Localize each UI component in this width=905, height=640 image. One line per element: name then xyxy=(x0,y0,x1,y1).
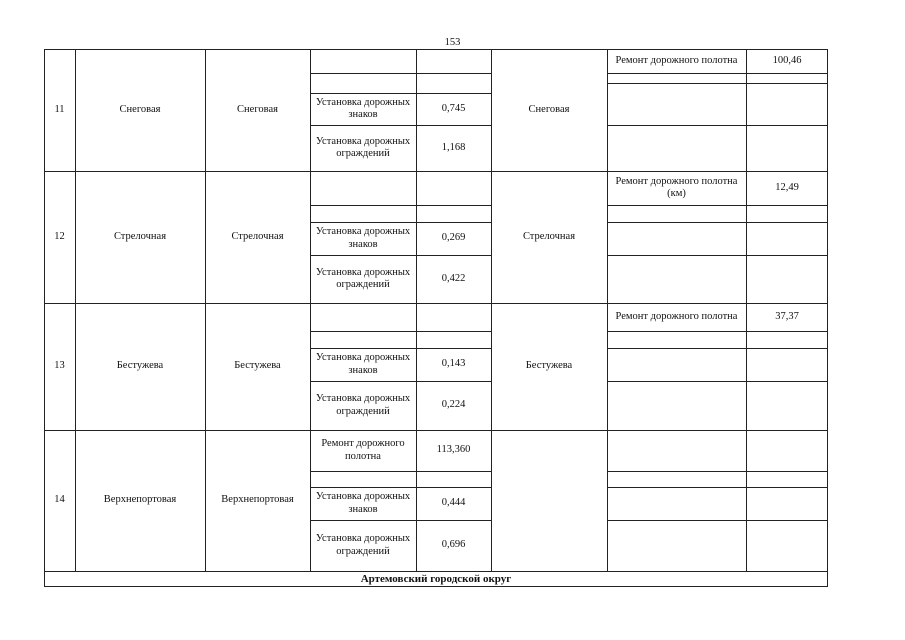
work-type xyxy=(310,49,416,73)
right-work-type xyxy=(607,222,746,255)
right-work-value xyxy=(746,471,828,487)
right-work-value xyxy=(746,222,828,255)
work-type: Установка дорожных знаков xyxy=(315,352,411,376)
work-value xyxy=(416,205,491,222)
work-value xyxy=(416,73,491,93)
right-work-value xyxy=(746,73,828,83)
work-value: 0,224 xyxy=(441,399,466,411)
right-work-value: 37,37 xyxy=(775,310,799,322)
work-value: 0,444 xyxy=(441,497,466,509)
right-work-type xyxy=(607,381,746,430)
right-work-value xyxy=(746,125,828,171)
right-work-value xyxy=(746,255,828,303)
work-value xyxy=(416,303,491,331)
work-type: Установка дорожных ограждений xyxy=(315,393,411,417)
right-work-value: 100,46 xyxy=(772,54,802,66)
work-type: Установка дорожных ограждений xyxy=(315,266,411,290)
work-value xyxy=(416,49,491,73)
right-work-value xyxy=(746,331,828,348)
right-work-value xyxy=(746,430,828,471)
right-work-type xyxy=(607,348,746,381)
street-name: Снеговая xyxy=(237,103,278,115)
street-name-2: Бестужева xyxy=(525,360,573,372)
right-work-value xyxy=(746,348,828,381)
street-name: Верхнепортовая xyxy=(221,494,294,506)
row-number: 13 xyxy=(54,360,65,372)
work-value: 0,696 xyxy=(441,539,466,551)
street-name: Бестужева xyxy=(234,360,281,372)
work-type: Установка дорожных ограждений xyxy=(315,135,411,159)
work-type xyxy=(310,471,416,487)
right-work-value xyxy=(746,205,828,222)
row-number: 14 xyxy=(54,494,65,506)
footer-section-title: Артемовский городской округ xyxy=(360,573,512,585)
street-name-2 xyxy=(491,430,607,571)
right-work-type xyxy=(607,331,746,348)
right-work-type xyxy=(607,487,746,520)
object-name: Снеговая xyxy=(119,103,161,115)
object-name: Верхнепортовая xyxy=(103,494,177,506)
right-work-type xyxy=(607,205,746,222)
work-type: Установка дорожных знаков xyxy=(315,491,411,515)
work-type xyxy=(310,73,416,93)
street-name-2: Стрелочная xyxy=(522,230,576,242)
work-value: 113,360 xyxy=(436,444,471,456)
right-work-type xyxy=(607,83,746,125)
work-value: 0,745 xyxy=(441,102,466,114)
row-number: 11 xyxy=(54,103,65,115)
work-type xyxy=(310,171,416,205)
right-work-type xyxy=(607,520,746,571)
work-value: 0,143 xyxy=(441,358,466,370)
work-value xyxy=(416,471,491,487)
work-value: 1,168 xyxy=(441,141,466,153)
work-value: 0,422 xyxy=(441,272,466,284)
right-work-type xyxy=(607,471,746,487)
work-value: 0,269 xyxy=(441,232,466,244)
table-rule xyxy=(44,586,828,587)
work-type xyxy=(310,331,416,348)
page-number: 153 xyxy=(444,37,461,48)
object-name: Бестужева xyxy=(116,360,164,372)
right-work-value xyxy=(746,520,828,571)
right-work-type xyxy=(607,255,746,303)
object-name: Стрелочная xyxy=(113,230,167,242)
street-name-2: Снеговая xyxy=(528,103,570,115)
street-name: Стрелочная xyxy=(231,230,284,242)
right-work-value xyxy=(746,83,828,125)
work-type: Установка дорожных ограждений xyxy=(315,533,411,557)
work-type xyxy=(310,205,416,222)
table-rule xyxy=(44,571,828,572)
right-work-type xyxy=(607,125,746,171)
right-work-type: Ремонт дорожного полотна (км) xyxy=(615,175,738,199)
work-type: Установка дорожных знаков xyxy=(315,226,411,250)
works-table xyxy=(44,49,828,587)
right-work-type: Ремонт дорожного полотна xyxy=(615,54,738,66)
right-work-type: Ремонт дорожного полотна xyxy=(615,310,738,322)
work-type: Ремонт дорожного полотна xyxy=(321,438,405,462)
right-work-value: 12,49 xyxy=(775,181,799,193)
right-work-value xyxy=(746,487,828,520)
work-type xyxy=(310,303,416,331)
row-number: 12 xyxy=(54,230,65,242)
work-type: Установка дорожных знаков xyxy=(315,96,411,120)
right-work-value xyxy=(746,381,828,430)
work-value xyxy=(416,331,491,348)
work-value xyxy=(416,171,491,205)
right-work-type xyxy=(607,73,746,83)
right-work-type xyxy=(607,430,746,471)
